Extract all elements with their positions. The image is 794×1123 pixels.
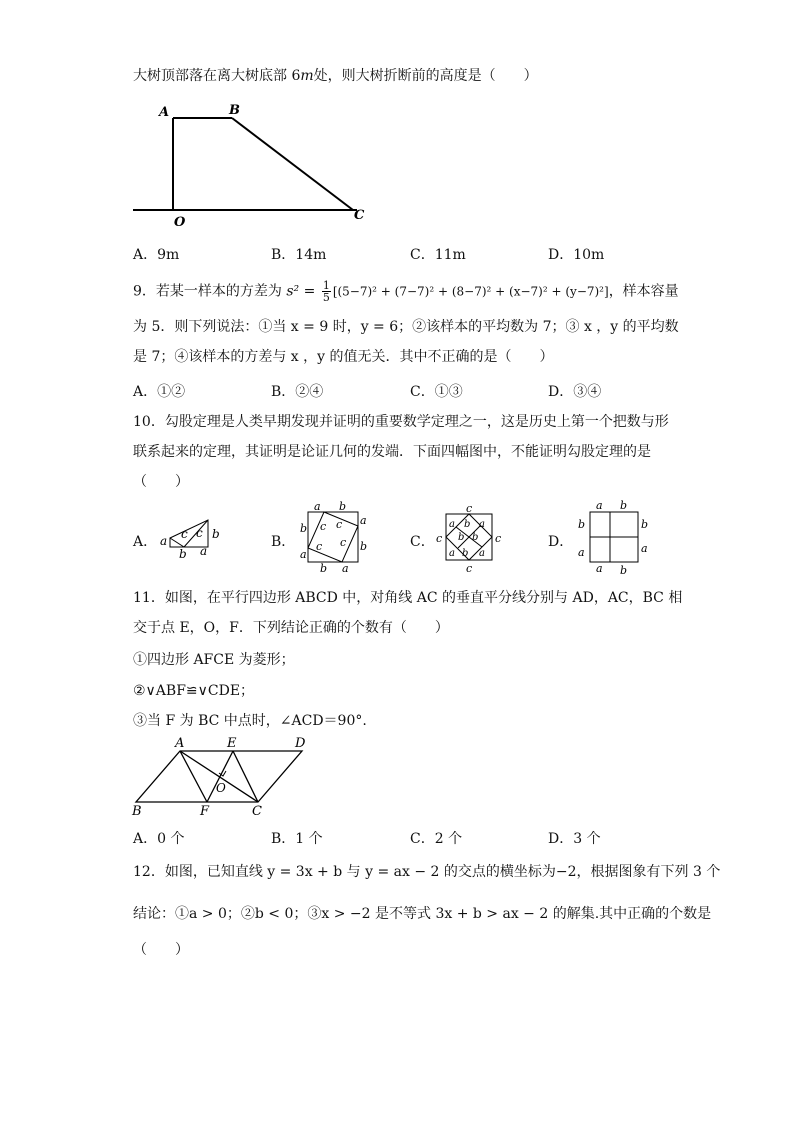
label-b: b: [320, 562, 328, 574]
inner-square-b: [308, 512, 358, 562]
point-O: O: [174, 215, 186, 230]
label-c: c: [340, 536, 347, 549]
q9-line2: 为 5．则下列说法：①当 x = 9 时，y = 6；②该样本的平均数为 7；③ x ，y 的平均数: [133, 319, 679, 335]
fallen-line: [232, 118, 353, 210]
q10-line2: 联系起来的定理，其证明是论证几何的发端．下面四幅图中，不能证明勾股定理的是: [133, 444, 651, 460]
q11-option-a: A．0 个: [133, 831, 185, 847]
point-O: O: [216, 781, 226, 795]
label-b: b: [458, 532, 465, 543]
q8-stem-a: 大树顶部落在离大树底部 6: [133, 68, 301, 84]
q8-option-a: A．9m: [133, 247, 180, 263]
q11-option-c: C．2 个: [410, 831, 463, 847]
q10-option-b: B．: [271, 534, 296, 550]
point-C: C: [252, 804, 262, 819]
label-a: a: [578, 546, 585, 559]
q10-figure-a: [158, 510, 228, 560]
label-a: a: [479, 519, 485, 530]
label-b: b: [339, 500, 347, 513]
q9-option-d: D．③④: [548, 384, 602, 400]
q10-option-d: D．: [548, 534, 574, 550]
q8-unit: m: [300, 68, 314, 84]
label-a: a: [314, 500, 321, 513]
q11-statement-2: ②∨ABF≌∨CDE；: [133, 683, 255, 699]
label-a: a: [449, 548, 455, 559]
segment-af: [180, 751, 207, 802]
point-A: A: [159, 105, 170, 120]
q11-option-b: B．1 个: [271, 831, 323, 847]
label-b: b: [212, 527, 220, 541]
q9-fraction-num: 1: [322, 279, 330, 292]
label-a: a: [641, 542, 648, 555]
label-b: b: [472, 532, 479, 543]
label-b: b: [462, 548, 469, 559]
q9-line1a: 9．若某一样本的方差为: [133, 283, 282, 300]
label-c: c: [436, 532, 443, 545]
label-b: b: [360, 540, 368, 553]
label-c: c: [196, 526, 203, 540]
q8-option-c: C．11m: [410, 247, 466, 263]
label-b: b: [641, 518, 649, 531]
q10-option-a: A．: [133, 534, 158, 550]
q11-line1: 11．如图，在平行四边形 ABCD 中，对角线 AC 的垂直平分线分别与 AD，AC，BC 相: [133, 590, 683, 606]
q11-line2: 交于点 E，O，F．下列结论正确的个数有（ ）: [133, 620, 449, 636]
q9-fraction: [322, 280, 331, 303]
label-a: a: [596, 562, 603, 575]
q9-formula-s: s² =: [286, 283, 316, 300]
label-c: c: [316, 540, 323, 553]
label-c: c: [466, 502, 473, 515]
q10-line3: （ ）: [133, 474, 189, 490]
q10-figure-d: [572, 498, 656, 578]
point-E: E: [227, 736, 237, 751]
q11-statement-1: ①四边形 AFCE 为菱形；: [133, 652, 295, 668]
q8-option-b: B．14m: [271, 247, 327, 263]
label-b: b: [179, 547, 187, 560]
q10-line1: 10．勾股定理是人类早期发现并证明的重要数学定理之一，这是历史上第一个把数与形: [133, 414, 669, 430]
q12-line2: 结论：①a > 0；②b < 0；③x > −2 是不等式 3x + b > ax − 2 的解集.其中正确的个数是: [133, 906, 712, 922]
q9-line1b: ，样本容量: [608, 283, 679, 300]
point-F: F: [200, 804, 210, 819]
q12-line3: （ ）: [133, 942, 189, 958]
label-b: b: [464, 519, 471, 530]
point-C: C: [354, 208, 365, 223]
label-a: a: [479, 548, 485, 559]
q10-figure-b: [296, 498, 376, 574]
q9-formula-body: [(5−7)² + (7−7)² + (8−7)² + (x−7)² + (y−7)²]: [332, 284, 609, 299]
label-c: c: [320, 520, 327, 533]
label-b: b: [620, 499, 628, 512]
label-b: b: [300, 522, 308, 535]
q10-figure-c: [434, 500, 506, 576]
label-a: a: [160, 534, 168, 548]
label-b: b: [620, 564, 628, 577]
point-B: B: [132, 804, 142, 819]
label-a: a: [200, 544, 208, 558]
q8-tree-figure: [125, 98, 375, 230]
q11-option-d: D．3 个: [548, 831, 601, 847]
label-c: c: [336, 518, 343, 531]
q11-parallelogram-figure: [128, 736, 318, 820]
q8-option-d: D．10m: [548, 247, 605, 263]
q11-statement-3: ③当 F 为 BC 中点时，∠ACD＝90°.: [133, 713, 367, 729]
q8-stem-b: 处，则大树折断前的高度是（ ）: [313, 68, 538, 84]
q9-line3: 是 7；④该样本的方差与 x ，y 的值无关．其中不正确的是（ ）: [133, 349, 554, 365]
label-a: a: [360, 514, 367, 527]
label-a: a: [342, 562, 349, 574]
q9-fraction-den: 5: [322, 291, 330, 304]
label-c: c: [495, 532, 502, 545]
q10-option-c: C．: [410, 534, 435, 550]
q9-option-c: C．①③: [410, 384, 463, 400]
q12-line1: 12．如图，已知直线 y = 3x + b 与 y = ax − 2 的交点的横坐标为−2，根据图象有下列 3 个: [133, 864, 721, 880]
point-B: B: [229, 103, 240, 118]
q9-option-a: A．①②: [133, 384, 186, 400]
q9-line1: [133, 280, 679, 303]
point-A: A: [175, 736, 185, 751]
label-c: c: [466, 562, 473, 575]
label-b: b: [578, 518, 586, 531]
outer-square-b: [308, 512, 358, 562]
label-a: a: [596, 499, 603, 512]
label-a: a: [449, 519, 455, 530]
label-a: a: [300, 548, 307, 561]
label-c: c: [181, 527, 188, 541]
point-D: D: [295, 736, 306, 751]
q8-stem: [133, 66, 538, 86]
q9-option-b: B．②④: [271, 384, 324, 400]
